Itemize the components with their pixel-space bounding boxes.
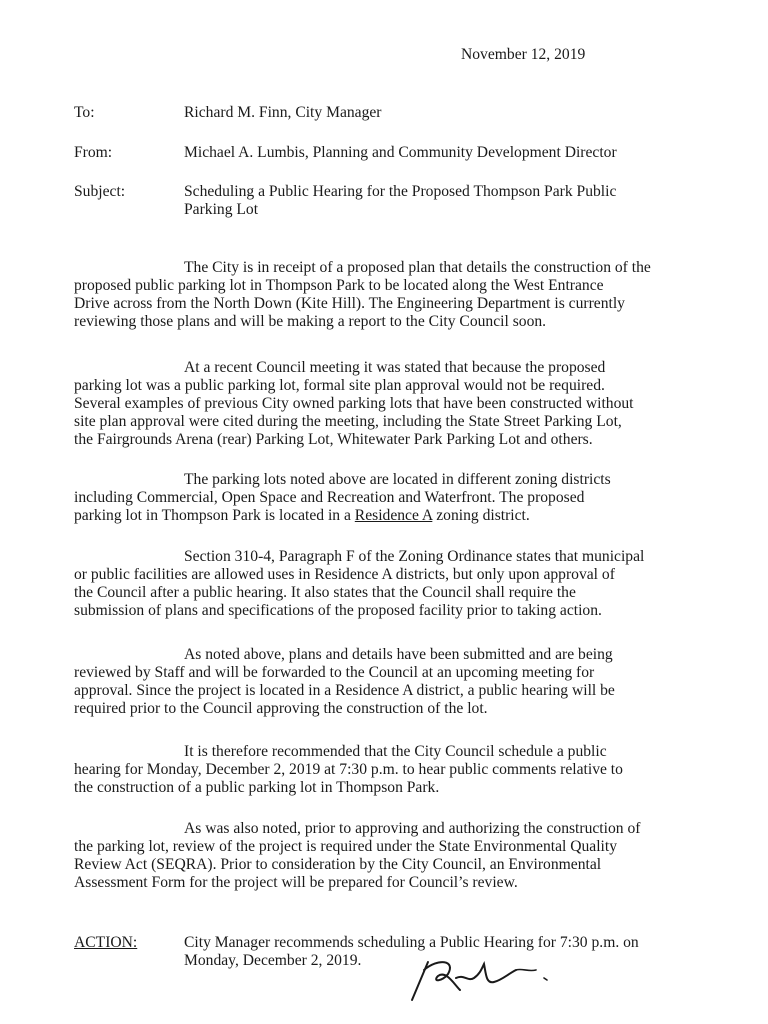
paragraph-line: site plan approval were cited during the meeting, including the State Street Parking Lot, bbox=[74, 413, 622, 430]
paragraph-line: As was also noted, prior to approving and authorizing the construction of bbox=[184, 820, 641, 837]
paragraph-line: including Commercial, Open Space and Recreation and Waterfront. The proposed bbox=[74, 489, 585, 506]
action-label: ACTION: bbox=[74, 934, 138, 951]
paragraph-line: required prior to the Council approving the construction of the lot. bbox=[74, 700, 488, 717]
paragraph-2 bbox=[74, 359, 738, 449]
paragraph-line: The City is in receipt of a proposed plan that details the construction of the bbox=[184, 259, 651, 276]
paragraph-line: It is therefore recommended that the City Council schedule a public bbox=[184, 743, 607, 760]
paragraph-line: The parking lots noted above are located in different zoning districts bbox=[184, 471, 611, 488]
paragraph-line: the parking lot, review of the project is required under the State Environmental Quality bbox=[74, 838, 618, 855]
paragraph-5 bbox=[74, 646, 738, 718]
subject-value bbox=[184, 183, 744, 219]
handwritten-signature-icon bbox=[398, 948, 558, 1008]
paragraph-text: parking lot in Thompson Park is located in a bbox=[74, 507, 355, 524]
paragraph-line: Assessment Form for the project will be prepared for Council’s review. bbox=[74, 874, 518, 891]
paragraph-line bbox=[74, 507, 738, 525]
paragraph-line: proposed public parking lot in Thompson Park to be located along the West Entrance bbox=[74, 277, 604, 294]
from-value: Michael A. Lumbis, Planning and Community Development Director bbox=[184, 144, 617, 161]
paragraph-line: the Council after a public hearing. It also states that the Council shall require the bbox=[74, 584, 576, 601]
paragraph-6 bbox=[74, 743, 738, 797]
to-value: Richard M. Finn, City Manager bbox=[184, 104, 382, 121]
paragraph-line: the Fairgrounds Arena (rear) Parking Lot, Whitewater Park Parking Lot and others. bbox=[74, 431, 593, 448]
to-label: To: bbox=[74, 104, 95, 121]
paragraph-1 bbox=[74, 259, 738, 331]
action-line-2: Monday, December 2, 2019. bbox=[184, 952, 362, 969]
paragraph-3 bbox=[74, 471, 738, 525]
paragraph-line: or public facilities are allowed uses in Residence A districts, but only upon approval of bbox=[74, 566, 615, 583]
paragraph-line: submission of plans and specifications of the proposed facility prior to taking action. bbox=[74, 602, 602, 619]
action-line-1: City Manager recommends scheduling a Public Hearing for 7:30 p.m. on bbox=[184, 934, 639, 951]
paragraph-line: the construction of a public parking lot in Thompson Park. bbox=[74, 779, 440, 796]
zoning-district-name: Residence A bbox=[354, 507, 433, 524]
paragraph-line: At a recent Council meeting it was stated that because the proposed bbox=[184, 359, 606, 376]
memo-date: November 12, 2019 bbox=[461, 46, 586, 63]
paragraph-text: zoning district. bbox=[432, 507, 530, 524]
paragraph-line: reviewing those plans and will be making a report to the City Council soon. bbox=[74, 313, 547, 330]
paragraph-line: Drive across from the North Down (Kite Hill). The Engineering Department is currently bbox=[74, 295, 625, 312]
from-label: From: bbox=[74, 144, 113, 161]
paragraph-4 bbox=[74, 548, 738, 620]
paragraph-7 bbox=[74, 820, 738, 892]
paragraph-line: approval. Since the project is located in a Residence A district, a public hearing will be bbox=[74, 682, 615, 699]
paragraph-line: parking lot was a public parking lot, formal site plan approval would not be required. bbox=[74, 377, 605, 394]
paragraph-line: hearing for Monday, December 2, 2019 at 7:30 p.m. to hear public comments relative to bbox=[74, 761, 623, 778]
paragraph-line: Section 310-4, Paragraph F of the Zoning Ordinance states that municipal bbox=[184, 548, 645, 565]
subject-label: Subject: bbox=[74, 183, 126, 200]
paragraph-line: Review Act (SEQRA). Prior to consideration by the City Council, an Environmental bbox=[74, 856, 602, 873]
paragraph-line: reviewed by Staff and will be forwarded to the Council at an upcoming meeting for bbox=[74, 664, 595, 681]
paragraph-line: As noted above, plans and details have been submitted and are being bbox=[184, 646, 613, 663]
subject-line-2: Parking Lot bbox=[184, 201, 259, 218]
paragraph-line: Several examples of previous City owned parking lots that have been constructed without bbox=[74, 395, 634, 412]
subject-line-1: Scheduling a Public Hearing for the Proposed Thompson Park Public bbox=[184, 183, 617, 200]
